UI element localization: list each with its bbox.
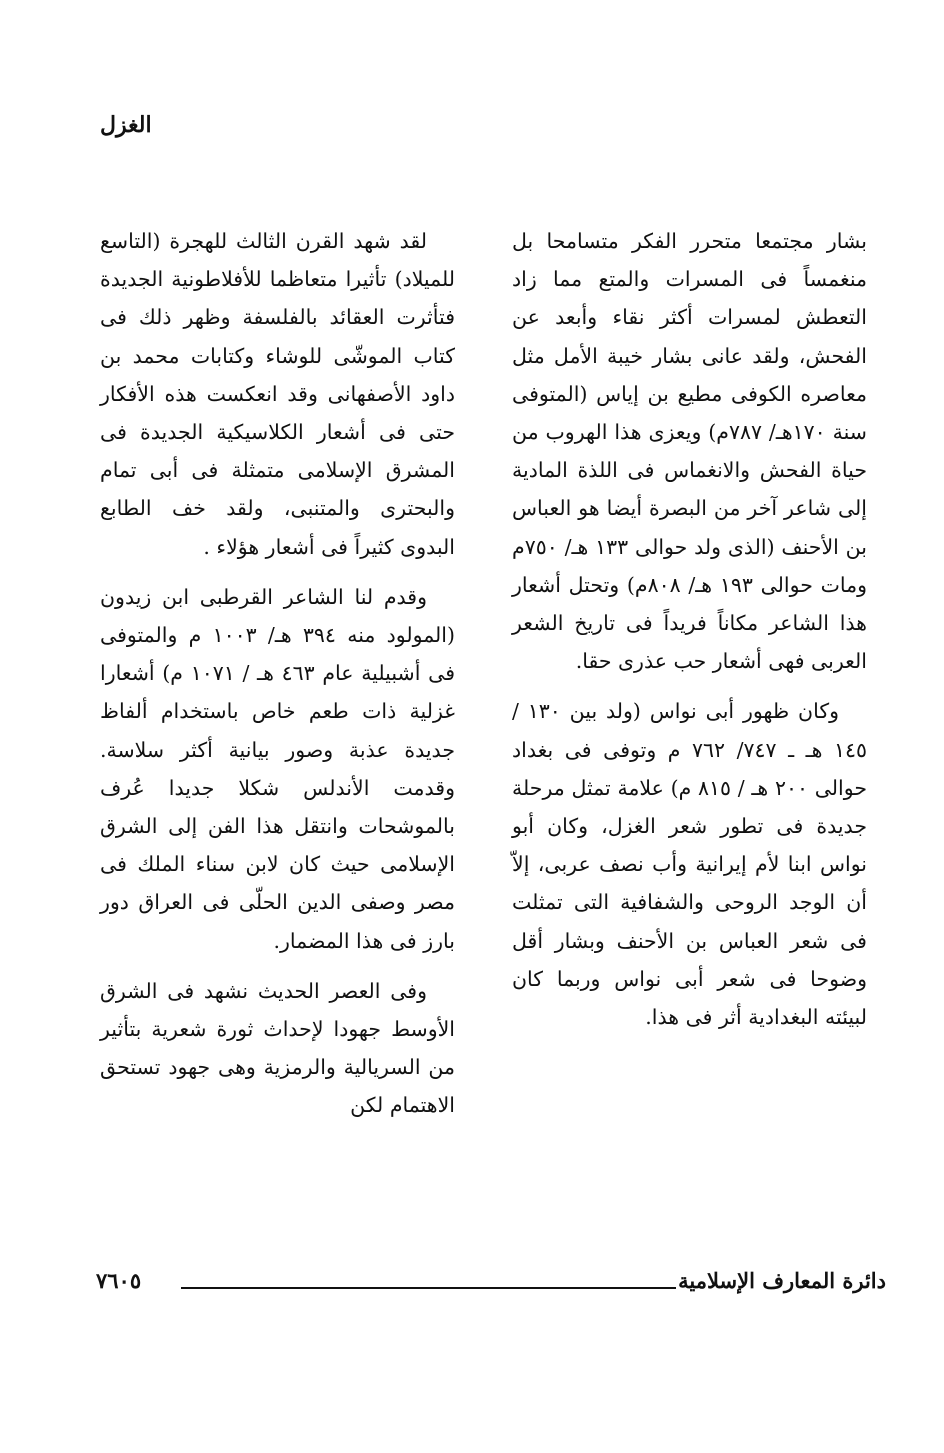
- page-number: ٧٦٠٥: [96, 1268, 142, 1293]
- left-paragraph-3: وفى العصر الحديث نشهد فى الشرق الأوسط جهودا لإحداث ثورة شعرية بتأثير من السريالية والرمزية وهى جهود تستحق الاهتمام لكن: [100, 978, 455, 1118]
- running-head: الغزل: [100, 112, 152, 138]
- left-paragraph-1: لقد شهد القرن الثالث للهجرة (التاسع للميلاد) تأثيرا متعاظما للأفلاطونية الجديدة فتأثرت العقائد بالفلسفة وظهر ذلك فى كتاب الموشّى للوشاء وكتابات محمد بن داود الأصفهانى وقد انعكست هذه الأفكار حتى فى أشعار الكلاسيكية الجديدة فى المشرق الإسلامى متمثلة فى أبى تمام والبحترى والمتنبى، ولقد خف الطابع البدوى كثيراً فى أشعار هؤلاء .: [100, 229, 455, 559]
- right-column: [512, 222, 867, 1048]
- footer-rule: [181, 1287, 676, 1289]
- left-column: [100, 222, 455, 1137]
- footer-title: دائرة المعارف الإسلامية: [678, 1268, 886, 1293]
- page-footer: [96, 1266, 886, 1306]
- right-paragraph-1: بشار مجتمعا متحرر الفكر متسامحا بل منغمساً فى المسرات والمتع مما زاد التعطش لمسرات أكثر نقاء وأبعد عن الفحش، ولقد عانى بشار خيبة الأمل مثل معاصره الكوفى مطيع بن إياس (المتوفى سنة ١٧٠هـ/ ٧٨٧م) ويعزى هذا الهروب من حياة الفحش والانغماس فى اللذة المادية إلى شاعر آخر من البصرة أيضا هو العباس بن الأحنف (الذى ولد حوالى ١٣٣ هـ/ ٧٥٠م ومات حوالى ١٩٣ هـ/ ٨٠٨م) وتحتل أشعار هذا الشاعر مكاناً فريداً فى تاريخ الشعر العربى فهى أشعار حب عذرى حقا.: [512, 229, 868, 674]
- right-paragraph-2: وكان ظهور أبى نواس (ولد بين ١٣٠ / ١٤٥ هـ ـ ٧٤٧/ ٧٦٢ م وتوفى فى بغداد حوالى ٢٠٠ هـ / ٨١٥ م) علامة تمثل مرحلة جديدة فى تطور شعر الغزل، وكان أبو نواس ابنا لأم إيرانية وأب نصف عربى، إلاّ أن الوجد الروحى والشفافية التى تمثلت فى شعر العباس بن الأحنف وبشار أقل وضوحا فى شعر أبى نواس وربما كان لبيئته البغدادية أثر فى هذا.: [512, 699, 868, 1030]
- left-paragraph-2: وقدم لنا الشاعر القرطبى ابن زيدون (المولود منه ٣٩٤ هـ/ ١٠٠٣ م والمتوفى فى أشبيلية عام ٤٦٣ هـ / ١٠٧١ م) أشعارا غزلية ذات طعم خاص باستخدام ألفاظ جديدة عذبة وصور بيانية أكثر سلاسة. وقدمت الأندلس شكلا جديدا عُرف بالموشحات وانتقل هذا الفن إلى الشرق الإسلامى حيث كان لابن سناء الملك فى مصر وصفى الدين الحلّى فى العراق دور بارز فى هذا المضمار.: [100, 584, 455, 953]
